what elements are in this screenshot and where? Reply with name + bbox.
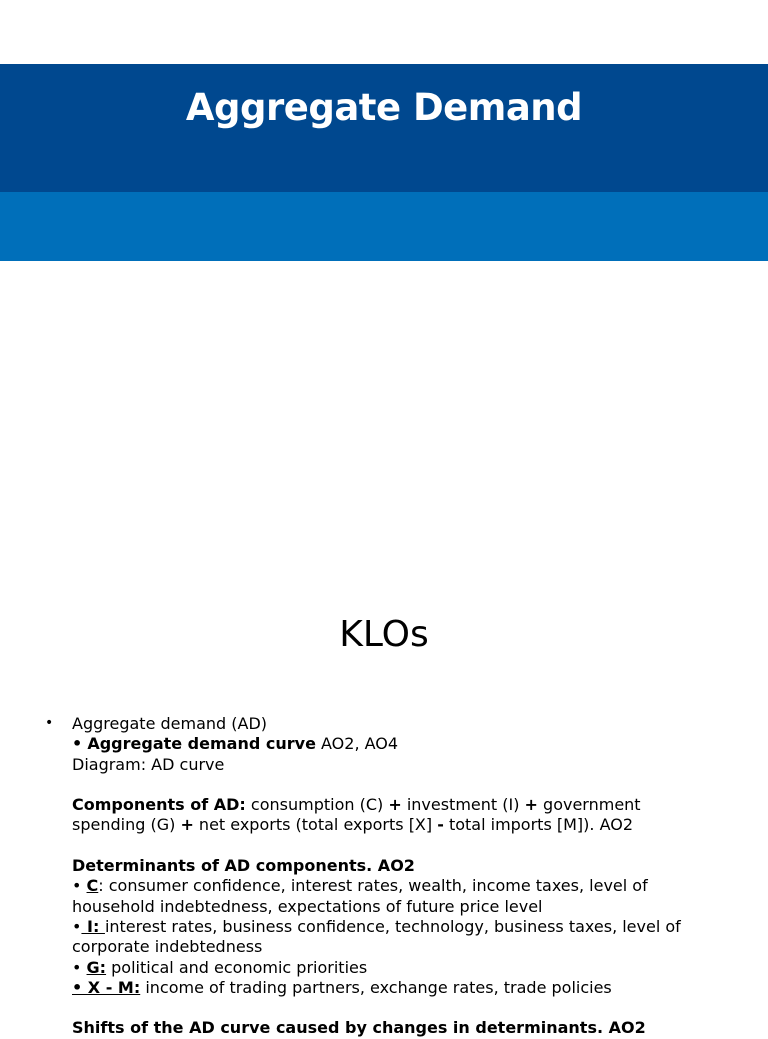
determinants-heading: [72, 856, 752, 876]
determinant-i-cont: corporate indebtedness: [72, 937, 263, 957]
determinant-c: [72, 876, 752, 896]
plus-sign: +: [388, 795, 402, 815]
ad-curve-codes: AO2, AO4: [321, 734, 399, 754]
determinant-key: I:: [81, 916, 105, 936]
components-text: investment (I): [401, 795, 525, 815]
ad-curve-label: Aggregate demand curve: [87, 734, 316, 754]
components-text: net exports (total exports [X]: [193, 815, 438, 835]
determinant-xm: [72, 978, 752, 998]
determinant-text: political and economic priorities: [106, 957, 368, 977]
intro-line: Aggregate demand (AD): [72, 714, 268, 733]
bullet-dot: •: [72, 876, 82, 896]
klo-list: [72, 714, 752, 1039]
determinant-key: G:: [86, 957, 107, 977]
components-line-1: [72, 795, 752, 815]
determinants-heading-text: Determinants of AD components. AO2: [72, 856, 415, 876]
components-text: spending (G): [72, 815, 181, 835]
components-text: consumption (C): [245, 795, 389, 815]
determinant-key: • X - M:: [72, 977, 141, 997]
determinant-key: C: [86, 876, 99, 896]
minus-sign: -: [437, 815, 444, 835]
bullet-dot: •: [72, 734, 83, 754]
determinant-g: [72, 958, 752, 978]
section-heading: KLOs: [339, 614, 429, 655]
plus-sign: +: [524, 795, 538, 815]
determinant-c-cont: household indebtedness, expectations of future price level: [72, 896, 543, 916]
determinant-text: income of trading partners, exchange rates, trade policies: [140, 977, 612, 997]
determinant-text: : consumer confidence, interest rates, wealth, income taxes, level of: [98, 876, 648, 896]
ad-curve-line: [72, 734, 752, 754]
slide-title: Aggregate Demand: [185, 86, 583, 129]
plus-sign: +: [180, 815, 194, 835]
diagram-line: Diagram: AD curve: [72, 754, 225, 774]
determinant-i: [72, 917, 752, 937]
components-label: Components of AD:: [72, 795, 246, 815]
subtitle-banner: [0, 192, 768, 261]
components-text: government: [537, 795, 641, 815]
components-line-2: [72, 815, 752, 835]
bullet-dot: •: [72, 916, 82, 936]
components-text: total imports [M]). AO2: [443, 815, 634, 835]
shifts-line: [72, 1018, 752, 1038]
bullet-marker: •: [45, 715, 54, 731]
bullet-dot: •: [72, 957, 82, 977]
shifts-text: Shifts of the AD curve caused by changes in determinants. AO2: [72, 1018, 646, 1038]
determinant-text: interest rates, business confidence, technology, business taxes, level of: [104, 916, 681, 936]
